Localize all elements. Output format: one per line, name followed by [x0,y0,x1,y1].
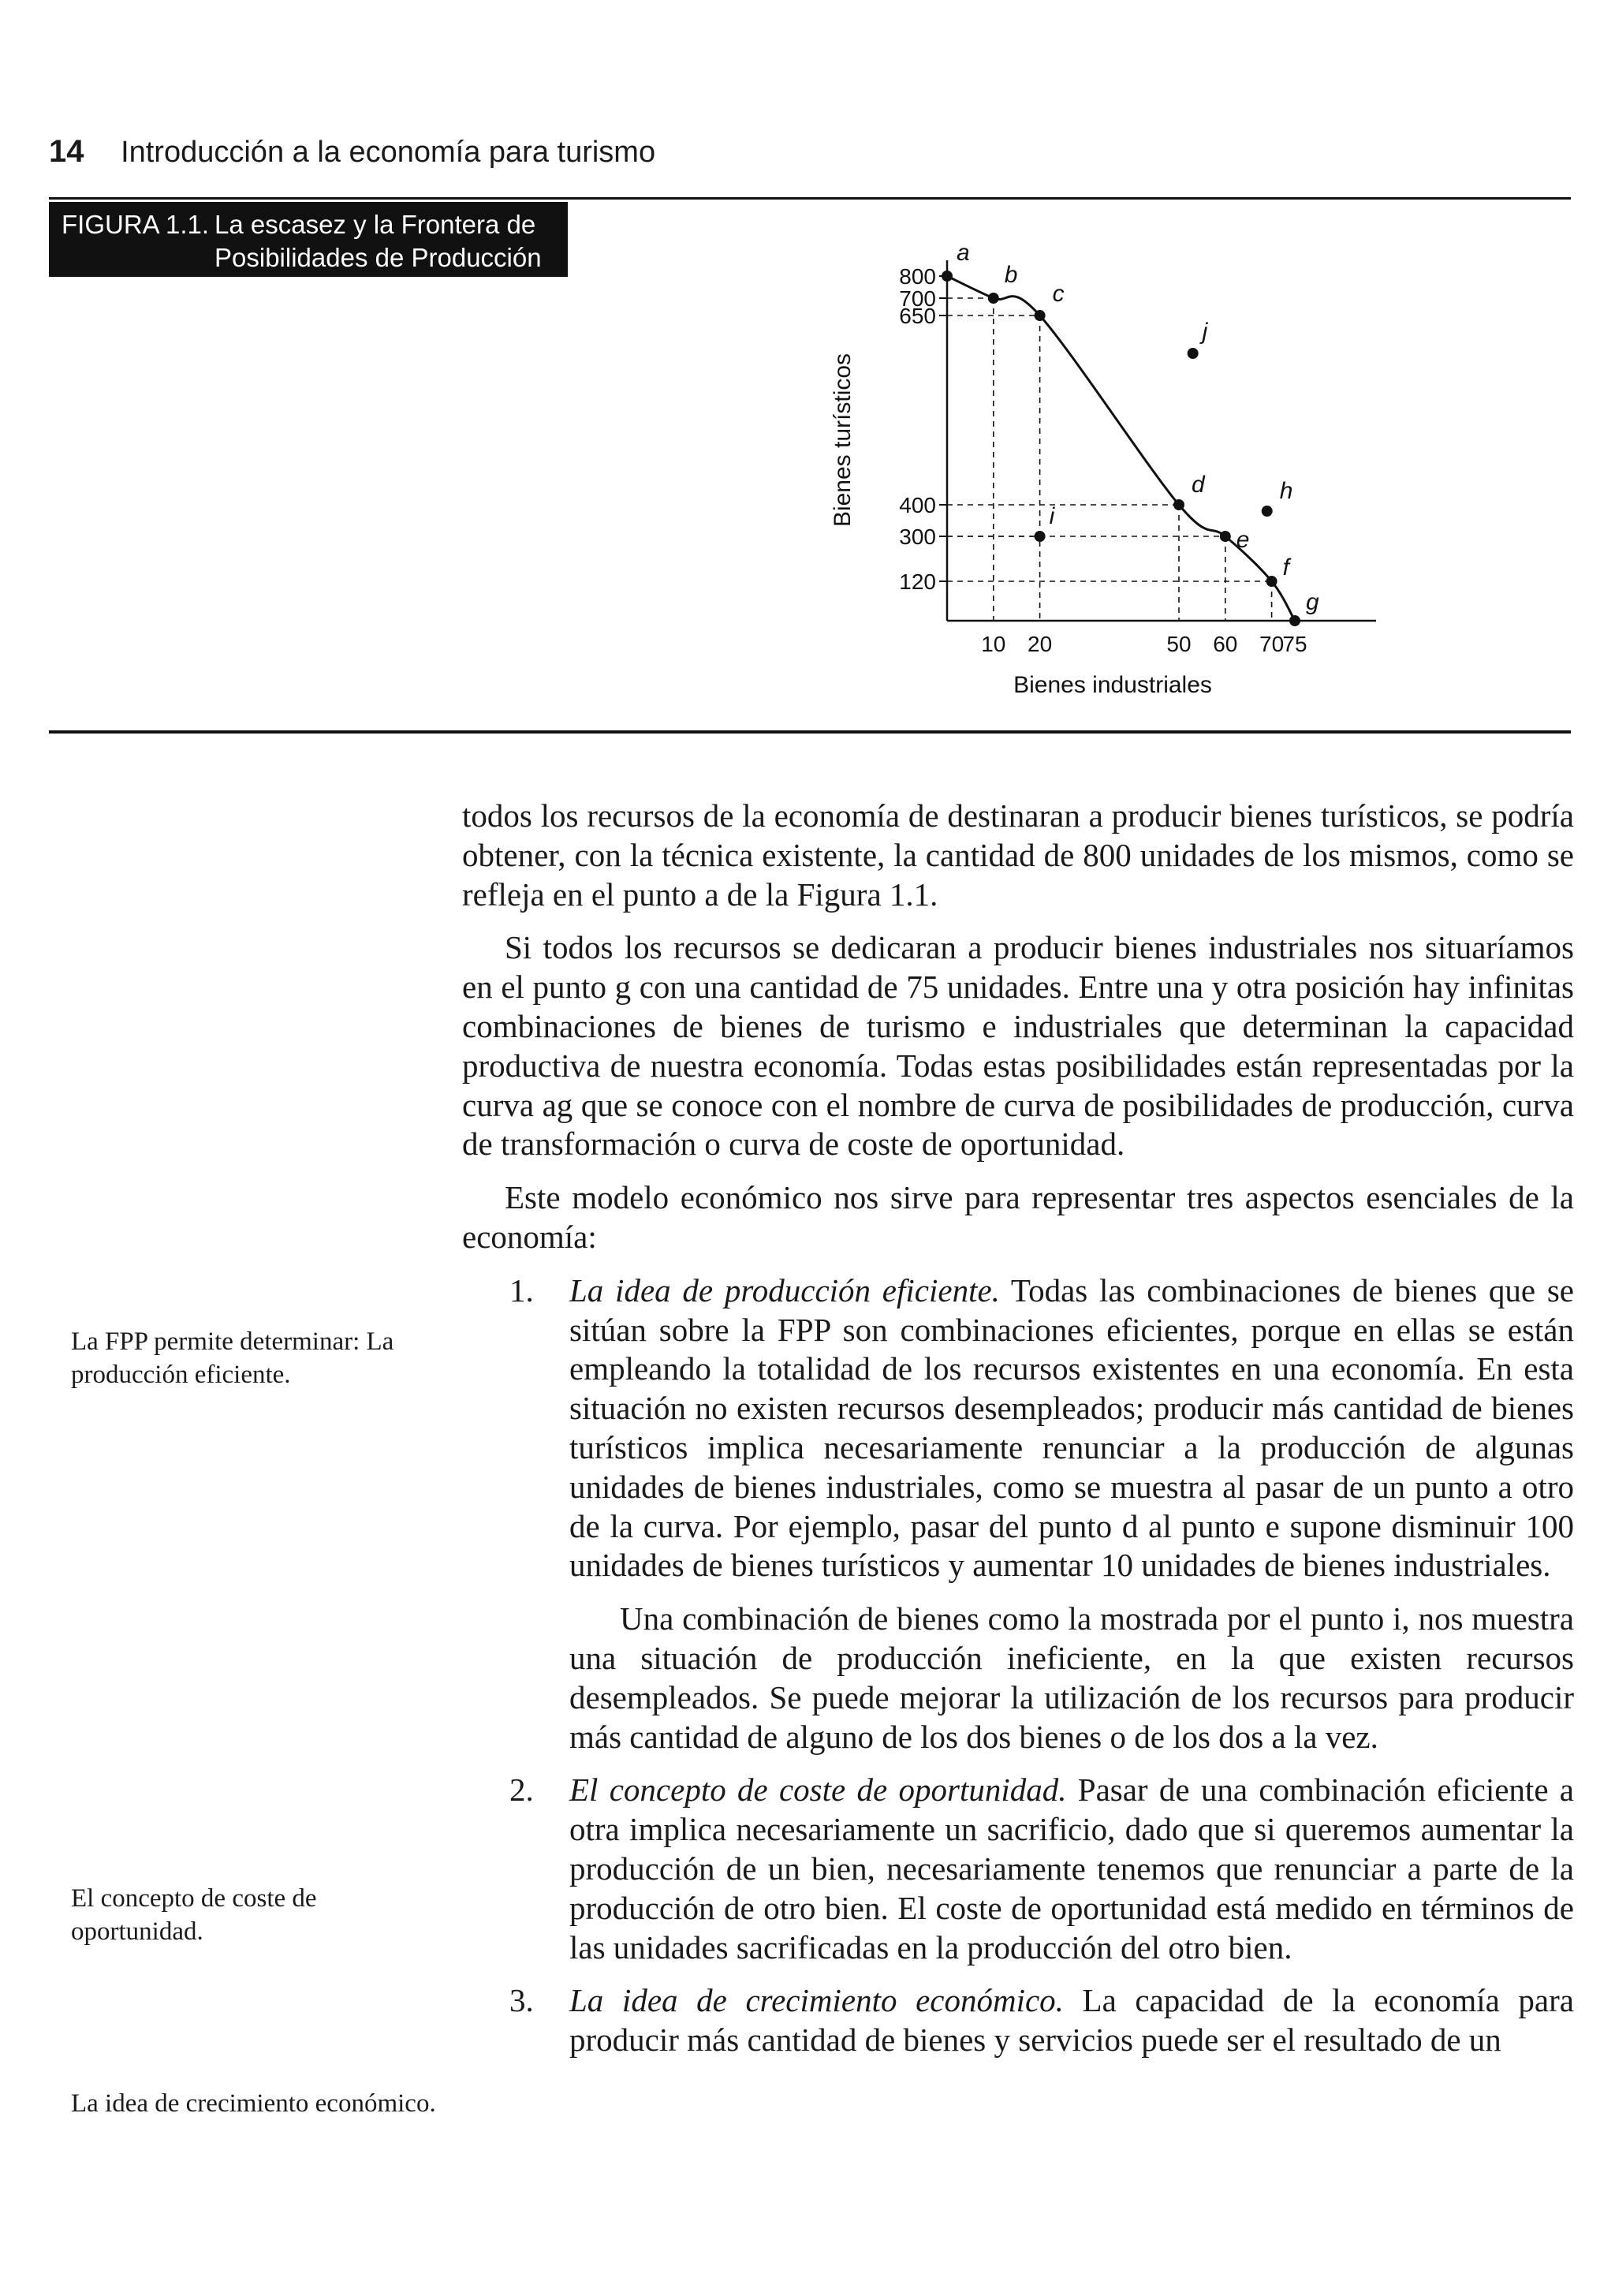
point-label-h: h [1279,478,1293,504]
y-tick-label-800: 800 [899,264,936,289]
y-tick-label-300: 300 [899,525,936,549]
y-tick-label-120: 120 [899,569,936,594]
x-tick-label-10: 10 [981,632,1006,656]
x-tick-label-50: 50 [1166,632,1192,656]
point-label-e: e [1236,527,1250,553]
figure-title: La escasez y la Frontera de Posibilidades de Producción (FPP) [214,210,542,305]
list-item-3-text: La capacidad de la economía para producir más cantidad de bienes y servicios puede ser el resultado de un [569,1982,1574,2059]
x-tick-label-70: 70 [1259,632,1285,656]
point-label-i: i [1049,503,1055,529]
list-item-2 [462,1771,1574,1967]
running-head [49,133,655,171]
running-title: Introducción a la economía para turismo [121,136,656,169]
figure-number: FIGURA 1.1. [62,210,210,239]
list-item-1 [462,1271,1574,1585]
list-item-3-number: 3. [509,1982,534,2019]
list-item-1-text: Todas las combinaciones de bienes que se sitúan sobre la FPP son combinaciones eficientes, porque en ellas se están empleando la totalidad de los recursos existentes en una economía. En esta situación no existen recursos desempleados; producir más cantidad de bienes turísticos implica necesariamente renunciar a la producción de algunas unidades de bienes industriales, como se muestra al pasar de un punto a otro de la curva. Por ejemplo, pasar del punto d al punto e supone disminuir 100 unidades de bienes turísticos y aumentar 10 unidades de bienes industriales. [569,1271,1574,1584]
margin-note-opportunity-cost: El concepto de coste de oportunidad. [71,1884,317,1946]
paragraph-1: todos los recursos de la economía de destinaran a producir bienes turísticos, se podría obtener, con la técnica existente, la cantidad de 800 unidades de los mismos, como se refleja en el punto a de la Figura 1.1. [462,797,1574,913]
list-item-3 [462,1981,1574,2060]
y-tick-label-650: 650 [899,304,936,328]
point-label-a: a [957,240,970,266]
list-item-2-number: 2. [509,1771,534,1809]
point-label-b: b [1004,262,1018,288]
paragraph-2: Si todos los recursos se dedicaran a producir bienes industriales nos situaríamos en el punto g con una cantidad de 75 unidades. Entre una y otra posición hay infinitas combinaciones de bienes de turismo e industriales que determinan la capacidad productiva de nuestra economía. Todas estas posibilidades están representadas por la curva ag que se conoce con el nombre de curva de posibilidades de producción, curva de transformación o curva de coste de oportunidad. [462,929,1574,1163]
list-item-3-title: La idea de crecimiento económico. [569,1982,1064,2019]
point-h [1262,506,1273,517]
point-b [988,293,999,304]
y-axis-label: Bienes turísticos [830,353,856,528]
margin-note-efficient-production: La FPP permite determinar: La producción eficiente. [71,1327,394,1389]
body-text [462,797,1574,2074]
point-label-j: j [1202,319,1208,345]
point-label-g: g [1306,589,1319,615]
x-tick-label-75: 75 [1282,632,1307,656]
list-item-2-text: Pasar de una combinación eficiente a otra implica necesariamente un sacrificio, dado que si queremos aumentar la producción de un bien, necesariamente tenemos que renunciar a parte de la producción de otro bien. El coste de oportunidad está medido en términos de las unidades sacrificadas en la producción del otro bien. [569,1771,1575,1966]
x-tick-label-60: 60 [1213,632,1238,656]
paragraph-3: Este modelo económico nos sirve para representar tres aspectos esenciales de la economía: [462,1179,1574,1255]
y-tick-label-700: 700 [899,286,936,311]
point-f [1266,576,1277,587]
list-item-1-subparagraph: Una combinación de bienes como la mostrada por el punto i, nos muestra una situación de producción ineficiente, en la que existen recursos desempleados. Se puede mejorar la utilización de los recursos para producir más cantidad de alguno de los dos bienes o de los dos a la vez. [569,1600,1574,1755]
x-tick-label-20: 20 [1028,632,1053,656]
y-tick-label-400: 400 [899,493,936,517]
point-i [1035,531,1046,542]
point-label-c: c [1052,281,1065,307]
fpp-chart [789,229,1412,718]
figure-bottom-rule [49,730,1571,734]
list-item-1-number: 1. [509,1271,534,1309]
x-axis-label: Bienes industriales [1013,672,1212,698]
margin-note-economic-growth: La idea de crecimiento económico. [71,2089,436,2118]
point-e [1220,531,1231,542]
point-label-d: d [1192,472,1205,498]
list-item-2-title: El concepto de coste de oportunidad. [569,1771,1067,1809]
figure-top-rule [49,197,1571,200]
point-c [1035,310,1046,321]
point-a [942,271,953,282]
list-item-1-title: La idea de producción eficiente. [569,1271,1000,1309]
point-d [1173,499,1184,510]
point-label-f: f [1282,554,1289,581]
page-number: 14 [49,134,84,169]
fpp-frontier-curve [947,276,1295,621]
point-j [1188,348,1199,359]
figure-label-box [49,202,568,305]
point-g [1289,615,1300,626]
